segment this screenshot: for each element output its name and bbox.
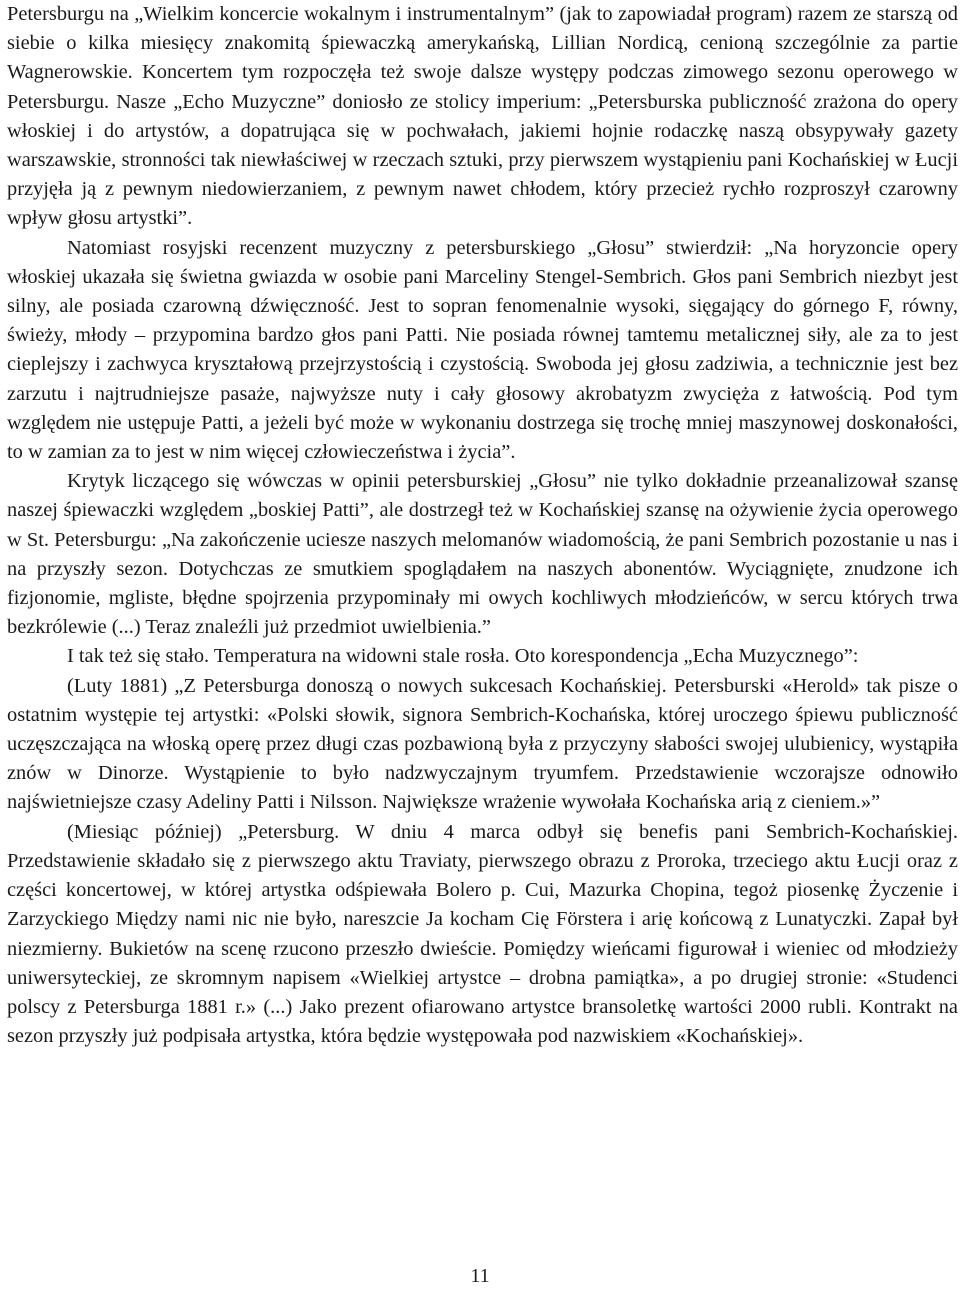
paragraph-critic-analysis: Krytyk liczącego się wówczas w opinii petersburskiej „Głosu” nie tylko dokładnie przeanalizował szansę naszej śpiewaczki względem „boskiej Patti”, ale dostrzegł też w Kochańskiej szansę na ożywienie życia operowego w St. Petersburgu: „Na zakończenie uciesze naszych melomanów wiadomością, że pani Sembrich pozostanie u nas i na przyszły sezon. Dotychczas ze smutkiem spoglądałem na naszych abonentów. Wyciągnięte, znudzone ich fizjonomie, mgliste, błędne spojrzenia przypominały mi owych kochliwych młodzieńców, w sercu których trwa bezkrólewie (...) Teraz znaleźli już przedmiot uwielbienia.” <box>7 470 958 639</box>
page-number: 11 <box>470 1265 490 1287</box>
paragraph-glos-review: Natomiast rosyjski recenzent muzyczny z petersburskiego „Głosu” stwierdził: „Na horyzoncie opery włoskiej ukazała się świetna gwiazda w osobie pani Marceliny Stengel-Sembrich. Głos pani Sembrich niezbyt jest silny, ale posiada czarowną dźwięczność. Jest to sopran fenomenalnie wysoki, sięgający do górnego F, równy, świeży, młody – przypomina bardzo głos pani Patti. Nie posiada równej tamtemu metalicznej siły, ale za to jest cieplejszy i zachwyca kryształową przejrzystością i czystością. Swoboda jej głosu zadziwia, a technicznie jest bez zarzutu i najtrudniejsze pasaże, najwyższe nuty i cały głosowy akrobatyzm zwycięża z łatwością. Pod tym względem nie ustępuje Patti, a jeżeli być może w wykonaniu dostrzega się trochę mniej maszynowej doskonałości, to w zamian za to jest w nim więcej człowieczeństwa i życia”. <box>7 236 958 464</box>
paragraph-benefit-march: (Miesiąc później) „Petersburg. W dniu 4 marca odbył się benefis pani Sembrich-Kochańskiej. Przedstawienie składało się z pierwszego aktu Traviaty, pierwszego obrazu z Proroka, trzeciego aktu Łucji oraz z części koncertowej, w której artystka odśpiewała Bolero p. Cui, Mazurka Chopina, tegoż piosenkę Życzenie i Zarzyckiego Między nami nic nie było, nareszcie Ja kocham Cię Förstera i arię końcową z Lunatyczki. Zapał był niezmierny. Bukietów na scenę rzucono przeszło dwieście. Pomiędzy wieńcami figurował i wieniec od młodzieży uniwersyteckiej, ze skromnym napisem «Wielkiej artystce – drobna pamiątka», a po drugiej stronie: «Studenci polscy z Petersburga 1881 r.» (...) Jako prezent ofiarowano artystce bransoletkę wartości 2000 rubli. Kontrakt na sezon przyszły już podpisała artystka, która będzie występowała pod nazwiskiem «Kochańskiej». <box>7 820 958 1048</box>
paragraph-temperature: I tak też się stało. Temperatura na widowni stale rosła. Oto korespondencja „Echa Muzycznego”: <box>67 645 859 668</box>
page-body <box>7 0 958 1051</box>
paragraph-continuation: Petersburgu na „Wielkim koncercie wokalnym i instrumentalnym” (jak to zapowiadał program) razem ze starszą od siebie o kilka miesięcy znakomitą śpiewaczką amerykańską, Lillian Nordicą, cenioną szczególnie za partie Wagnerowskie. Koncertem tym rozpoczęła też swoje dalsze występy podczas zimowego sezonu operowego w Petersburgu. Nasze „Echo Muzyczne” doniosło ze stolicy imperium: „Petersburska publiczność zrażona do opery włoskiej i do artystów, a dopatrująca się w pochwałach, jakiemi hojnie rodaczkę naszą obsypywały gazety warszawskie, stronności tak niewłaściwej w rzeczach sztuki, przy pierwszem wystąpieniu pani Kochańskiej w Łucji przyjęła ją z pewnym niedowierzaniem, z pewnym nawet chłodem, który przecież rychło rozproszył czarowny wpływ głosu artystki”. <box>7 3 958 230</box>
paragraph-february-1881: (Luty 1881) „Z Petersburga donoszą o nowych sukcesach Kochańskiej. Petersburski «Herold» tak pisze o ostatnim występie tej artystki: «Polski słowik, signora Sembrich-Kochańska, której uroczego śpiewu publiczność uczęszczająca na włoską operę przez długi czas pozbawioną była z przyczyny słabości swojej ulubienicy, wystąpiła znów w Dinorze. Wystąpienie to było nadzwyczajnym tryumfem. Przedstawienie wczorajsze odnowiło najświetniejsze czasy Adeliny Patti i Nilsson. Największe wrażenie wywołała Kochańska arią z cieniem.»” <box>7 674 958 814</box>
